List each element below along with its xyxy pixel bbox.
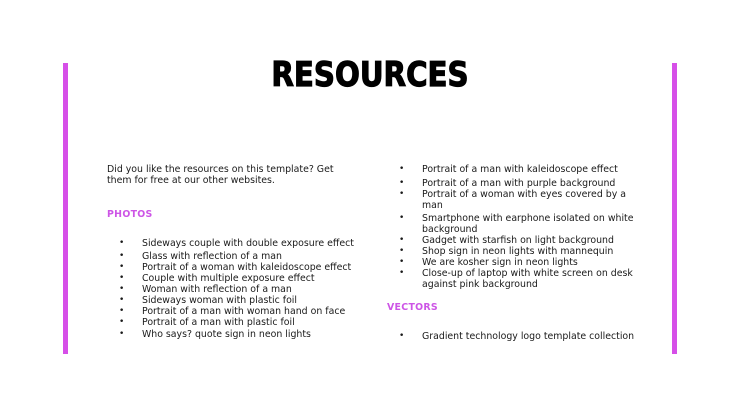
photos-list [107,238,357,340]
list-item: • Shop sign in neon lights with mannequin [387,246,637,257]
right-accent-bar [672,63,677,354]
vectors-list [387,331,637,342]
left-accent-bar [63,63,68,354]
list-item: • Portrait of a man with woman hand on face [107,306,357,317]
left-column [107,164,357,340]
list-item: • Woman with reflection of a man [107,284,357,295]
list-item: • Gradient technology logo template collection [387,331,637,342]
intro-text: Did you like the resources on this template? Get them for free at our other websites. [107,164,334,186]
list-item: • Smartphone with earphone isolated on white background [387,213,637,235]
right-column [387,164,637,342]
list-item: • Close-up of laptop with white screen on desk against pink background [387,268,637,290]
photos-continued-list [387,164,637,290]
page-title: RESOURCES [271,55,469,95]
list-item: • Portrait of a woman with kaleidoscope effect [107,262,357,273]
list-item: • Couple with multiple exposure effect [107,273,357,284]
list-item: • Portrait of a man with kaleidoscope effect [387,164,637,175]
list-item: • Sideways woman with plastic foil [107,295,357,306]
list-item: • Glass with reflection of a man [107,251,357,262]
list-item: • Portrait of a man with plastic foil [107,317,357,328]
list-item: • Who says? quote sign in neon lights [107,329,357,340]
list-item: • Portrait of a woman with eyes covered by a man [387,189,637,211]
list-item: • Gadget with starfish on light background [387,235,637,246]
list-item: • Portrait of a man with purple background [387,178,637,189]
list-item: • Sideways couple with double exposure effect [107,238,357,249]
vectors-heading: VECTORS [387,302,438,313]
list-item: • We are kosher sign in neon lights [387,257,637,268]
photos-heading: PHOTOS [107,209,153,220]
